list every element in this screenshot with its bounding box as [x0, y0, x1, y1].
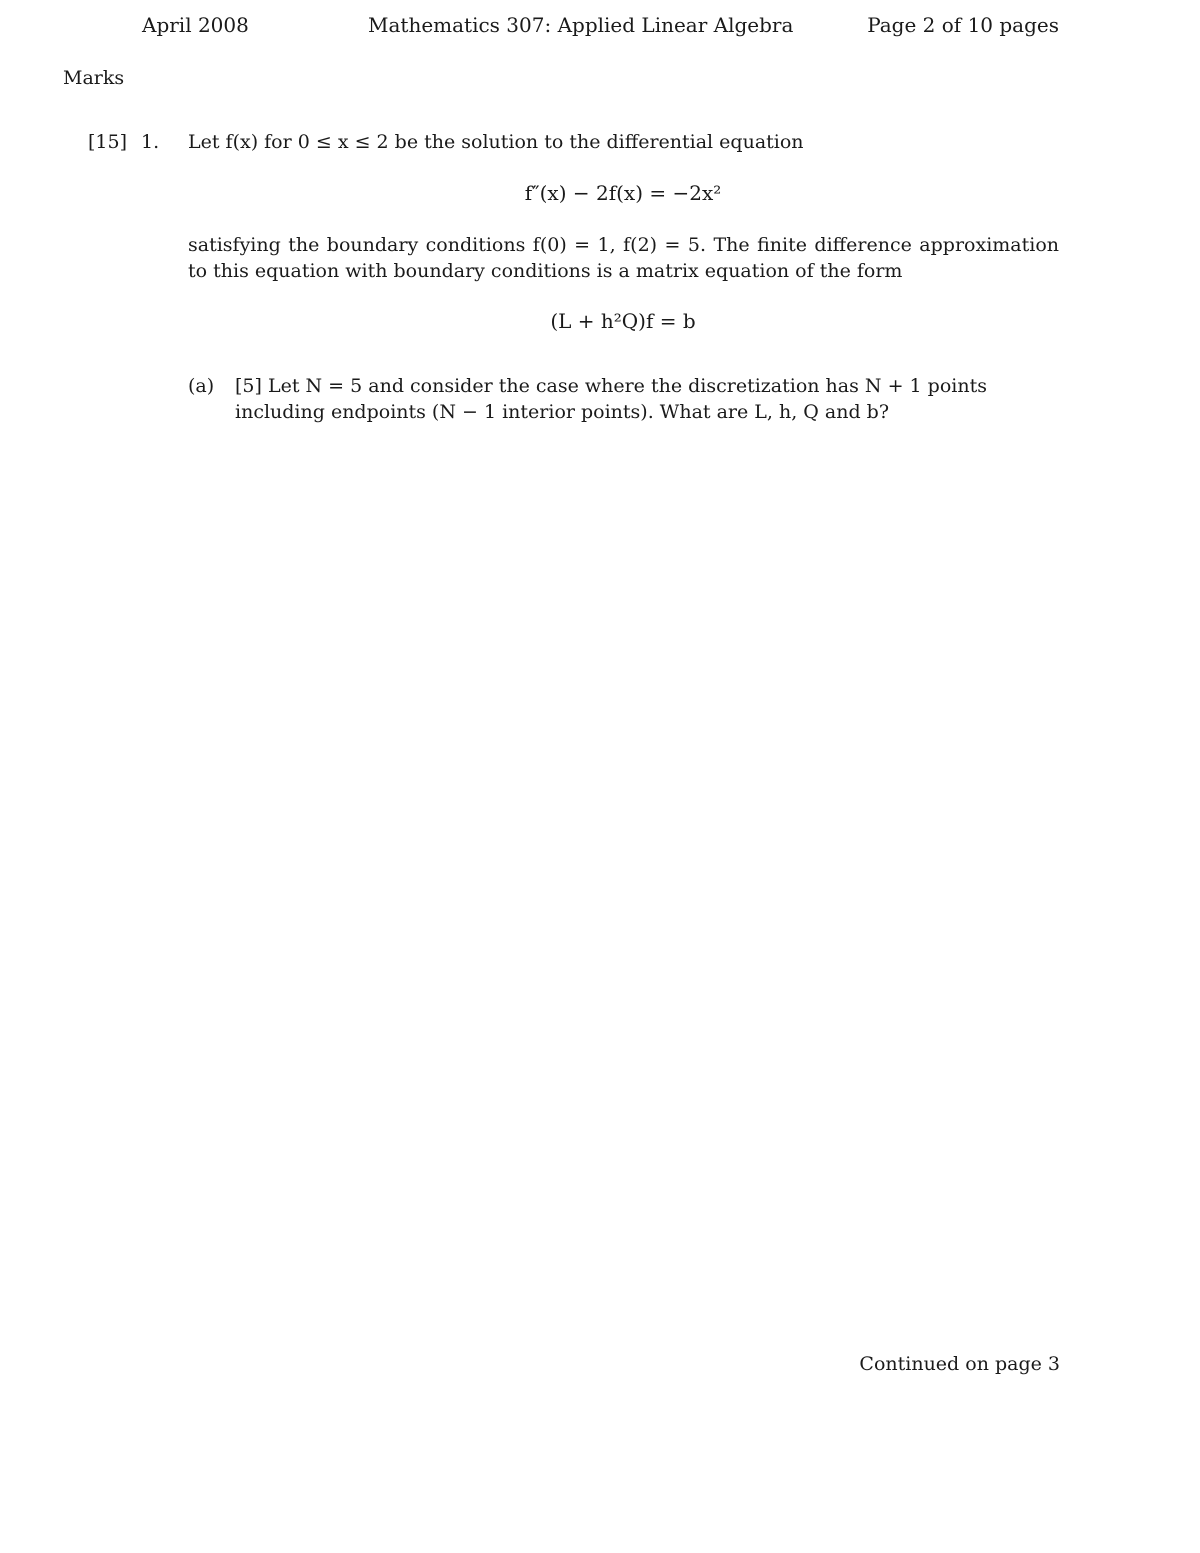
- matrix-equation: (L + h²Q)f = b: [550, 309, 696, 333]
- question-1-intro: Let f(x) for 0 ≤ x ≤ 2 be the solution to the differential equation: [188, 131, 804, 153]
- header-course-title: Mathematics 307: Applied Linear Algebra: [368, 13, 794, 37]
- differential-equation: f″(x) − 2f(x) = −2x²: [524, 181, 722, 205]
- question-1-marks: [15]: [88, 131, 128, 153]
- marks-column-label: Marks: [63, 67, 125, 89]
- continued-footer: Continued on page 3: [859, 1353, 1060, 1375]
- header-date: April 2008: [142, 13, 249, 37]
- question-1-paragraph: satisfying the boundary conditions f(0) = 1, f(2) = 5. The finite difference approximation to this equation with boundary conditions is a matrix equation of the form: [188, 234, 1059, 282]
- part-a-text: Let N = 5 and consider the case where the discretization has N + 1 points including endpoints (N − 1 interior points). What are L, h, Q and b?: [235, 375, 987, 423]
- header-page-number: Page 2 of 10 pages: [867, 13, 1059, 37]
- part-a-label: (a): [188, 375, 215, 397]
- question-1-number: 1.: [141, 131, 160, 153]
- part-a-marks: [5]: [235, 375, 262, 397]
- part-a-content: [235, 373, 1060, 425]
